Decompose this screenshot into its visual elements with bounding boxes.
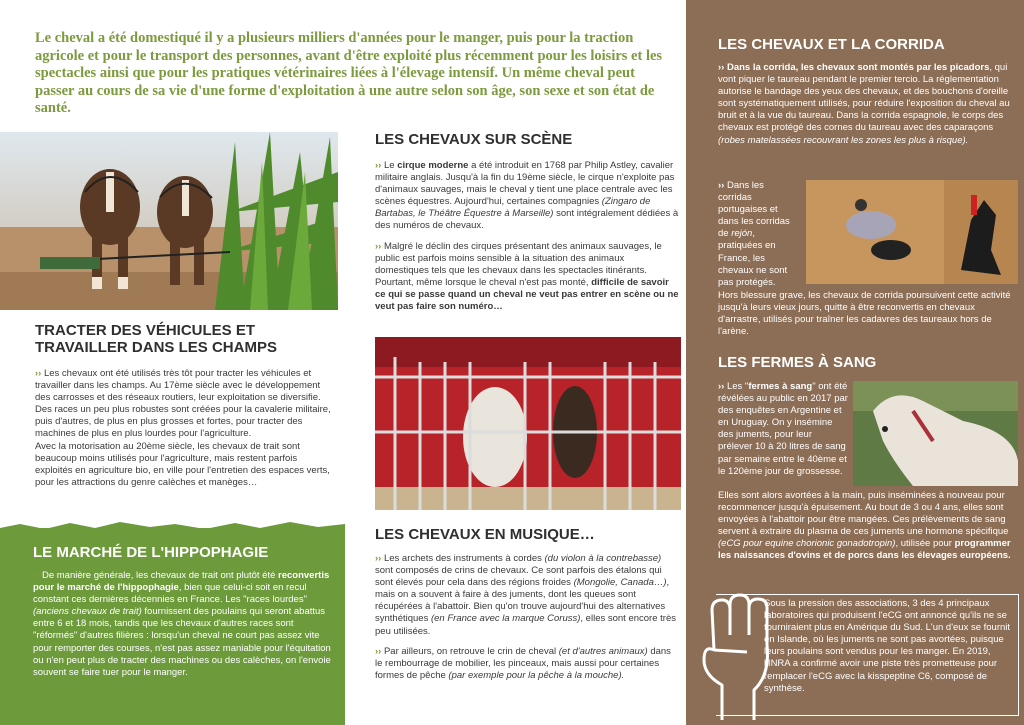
corrida-p1c: (robes matelassées recouvrant les zones les plus à risque).: [718, 134, 969, 146]
mus-b: (du violon à la contrebasse): [544, 553, 662, 564]
traction-p2: Avec la motorisation au 20ème siècle, les chevaux de trait sont beaucoup moins utilisés pour l'agriculture, mais restent parfois exploités en agriculture bio, en ville pour l'entretien des espaces verts, pour les attractions du genre calèches et manèges…: [35, 440, 330, 488]
corrida-p3: Hors blessure grave, les chevaux de corrida poursuivent cette activité jusqu'à leurs vieux jours, quitte à être reconvertis en chevaux d'arrastre, utilisés pour traîner les cadavres des taureaux hors de l'arène.: [718, 290, 1011, 338]
fermes-p2: [718, 490, 1016, 563]
chevron-icon: ››: [375, 553, 382, 564]
traction-title: TRACTER DES VÉHICULES ET TRAVAILLER DANS LES CHAMPS: [35, 322, 277, 356]
mus-f: (en France avec la marque Coruss): [430, 613, 581, 625]
scene-p1d: (Zingaro de Bartabas, le Théâtre Équestre à Marseille): [375, 196, 651, 220]
column-scene: [375, 125, 680, 313]
fermes-title: LES FERMES À SANG: [718, 354, 877, 371]
hippophagie-title: LE MARCHÉ DE L'HIPPOPHAGIE: [33, 544, 269, 561]
scene-p2: [375, 241, 680, 314]
chevron-icon: ››: [718, 381, 725, 392]
hippo-text-a: De manière générale, les chevaux de trait ont plutôt été: [41, 570, 279, 581]
scene-p1a: Le: [383, 160, 398, 171]
chevron-icon: ››: [33, 570, 40, 581]
scene-p2a: Malgré le déclin des cirques présentant des animaux sauvages, le public est parfois moins sensible à la situation des animaux domestiques tels que les chevaux dans les spectacles itinérants. Pourtant, même lorsque le cheval n'est pas monté,: [375, 240, 662, 288]
horses-plowing-image: [0, 132, 338, 310]
scene-p1e: sont intégralement dédiées à des numéros de chevaux.: [375, 208, 679, 232]
fermes-p2b: (eCG pour equine chorionic gonadotropin): [718, 538, 896, 550]
traction-p1: Les chevaux ont été utilisés très tôt pour tracter les véhicules et travailler dans les champs. Au 17ème siècle avec le développement des carrosses et des réseaux routiers, leur exploitation se diversifie. Des races un peu plus robustes sont créées pour la cavalerie militaire, puis d'autres, de plus en plus grosses et fortes, pour tracter des machines de plus en plus lourdes pour l'agriculture.: [35, 368, 331, 440]
scene-p1c: a été introduit en 1768 par Philip Astley, cavalier militaire anglais. Jusqu'à la fin du 19ème siècle, le cirque n'exploite pas d'animaux sauvages, mais le cheval y tient une place centrale avec les scènes équestres. Aujourd'hui, certaines compagnies: [375, 160, 675, 208]
hippo-text-e: fournissent des poulains qui seront abattus entre 6 et 18 mois, tandis que les chevaux d'autres races sont "réformés" d'autres filières : lorsqu'un cheval ne court pas assez vite pour remporter des courses, n'est pas assez maniable pour l'équitation ou n'en peut plus de tracter des machines ou des calèches, on l'envoie souvent se faire tuer pour le manger.: [33, 606, 331, 678]
fermes-p1b: fermes à sang: [748, 381, 813, 392]
chevron-icon: ››: [375, 645, 382, 657]
chevron-icon: ››: [375, 160, 382, 171]
corrida-p2: [718, 180, 798, 289]
hippo-text-c: , bien que celui-ci soit en recul constant ces dernières décennies en France. Les "races lourdes": [33, 582, 307, 606]
mus2-c: dans le rembourrage de mobilier, les pinceaux, mais aussi pour certaines formes de pêche: [375, 645, 671, 681]
traction-body: [35, 368, 335, 489]
fermes-p3: Sous la pression des associations, 3 des 4 principaux laboratoires qui produisent l'eCG ont annoncé qu'ils ne se fourniraient plus en Amérique du Sud. L'un d'eux se fournit en Islande, où les juments ne sont pas avortées, puisque leurs poulains sont vendus pour les manger. En 2019, l'INRA a confirmé avoir une piste très prometteuse pour remplacer l'eCG avec la kisspeptine C6, composé de synthèse.: [764, 598, 1011, 694]
intro-text: Le cheval a été domestiqué il y a plusieurs milliers d'années pour le manger, puis pour la traction agricole et pour le transport des personnes, avant d'être exploité plus récemment pour les loisirs et les spectacles ainsi que pour les pratiques vétérinaires liées à l'élevage intensif. Un même cheval peut passer au cours de sa vie d'une forme d'exploitation à une autre selon son âge, son sexe et son état de santé.: [35, 30, 663, 116]
fermes-p1: [718, 381, 848, 478]
corrida-p2b: rejón: [731, 228, 753, 240]
mus-d: (Mongolie, Canada…): [573, 577, 667, 589]
musique-p1: [375, 553, 680, 638]
chevron-icon: ››: [375, 240, 382, 252]
horses-field-photo: [0, 132, 338, 310]
musique-p2: [375, 646, 680, 682]
mare-image: [853, 381, 1018, 486]
scene-title: LES CHEVAUX SUR SCÈNE: [375, 131, 573, 148]
scene-p2b: difficile de savoir ce qui se passe quand un cheval ne veut pas entrer en scène ou ne veut pas faire son numéro…: [375, 276, 679, 313]
fermes-p1a: Les ": [726, 381, 749, 392]
corrida-p2a: Dans les corridas portugaises et dans les corridas de: [718, 180, 790, 240]
corrida-p1: [718, 62, 1016, 147]
mus-c: sont composés de crins de chevaux. Ce sont parfois des étalons qui sont élevés pour cela dans des régions froides: [375, 565, 662, 589]
scene-p1b: cirque moderne: [397, 160, 469, 171]
mus-g: , elles sont encore très peu utilisées.: [375, 613, 676, 637]
torn-edge-decoration: [0, 520, 345, 536]
fermes-p2c: , utilisée pour: [895, 538, 955, 550]
circus-stable-image: [375, 337, 681, 510]
musique-title: LES CHEVAUX EN MUSIQUE…: [375, 526, 595, 543]
hippo-text-d: (anciens chevaux de trait): [33, 606, 142, 618]
mus2-b: (et d'autres animaux): [558, 645, 648, 657]
corrida-p2c: , pratiquées en France, les chevaux ne sont pas protégés.: [718, 228, 788, 288]
hippo-text-b: reconvertis pour le marché de l'hippophagie: [33, 570, 330, 594]
mus2-d: (par exemple pour la pêche à la mouche).: [448, 669, 625, 681]
column-corrida: [686, 0, 1024, 725]
mare-photo: [853, 381, 1018, 486]
corrida-p1b: , qui vont piquer le taureau pendant le premier tercio. La réglementation autorise le bandage des yeux des chevaux, et des bouchons d'oreille sont systématiquement utilisés, pour réduire l'exposition du cheval au bruit et à la vue du taureau. Dans la corrida espagnole, le corps des chevaux est protégé des cornes du taureau avec des caparaçons: [718, 62, 1010, 134]
fermes-p2d: programmer les naissances d'ovins et de porcs dans les élevages européens.: [718, 538, 1011, 562]
corrida-photo: [806, 180, 1018, 284]
mus2-a: Par ailleurs, on retrouve le crin de cheval: [383, 645, 559, 657]
corrida-title: LES CHEVAUX ET LA CORRIDA: [718, 36, 945, 53]
fermes-p2a: Elles sont alors avortées à la main, puis inséminées à nouveau pour recommencer jusqu'à épuisement. Au bout de 3 ou 4 ans, elles sont envoyées à l'abattoir pour être mangées. Ces prélèvements de sang servent à extraire du plasma de ces juments une hormone spécifique: [718, 490, 1009, 538]
mus-a: Les archets des instruments à cordes: [383, 553, 545, 564]
chevron-icon: ››: [718, 180, 725, 191]
corrida-p1a: Dans la corrida, les chevaux sont montés par les picadors: [726, 62, 990, 73]
musique-section: [375, 526, 680, 682]
mus-e: , mais on a souvent à faire à des juments, dont les queues sont récupérées à l'abattoir. Bien qu'on trouve aujourd'hui des alternatives synthétiques: [375, 577, 670, 625]
hippophagie-body: [33, 570, 333, 679]
chevron-icon: ››: [35, 368, 42, 379]
scene-p1: [375, 160, 680, 233]
corrida-image: [806, 180, 1018, 284]
hippophagie-box: [0, 528, 345, 725]
fermes-p1c: " ont été révélées au public en 2017 par des enquêtes en Argentine et en Uruguay. On y insémine des juments, pour leur prélever 10 à 20 litres de sang par semaine entre le 40ème et le 120ème jour de grossesse.: [718, 381, 848, 477]
chevron-icon: ››: [718, 62, 725, 73]
circus-photo: [375, 337, 681, 510]
